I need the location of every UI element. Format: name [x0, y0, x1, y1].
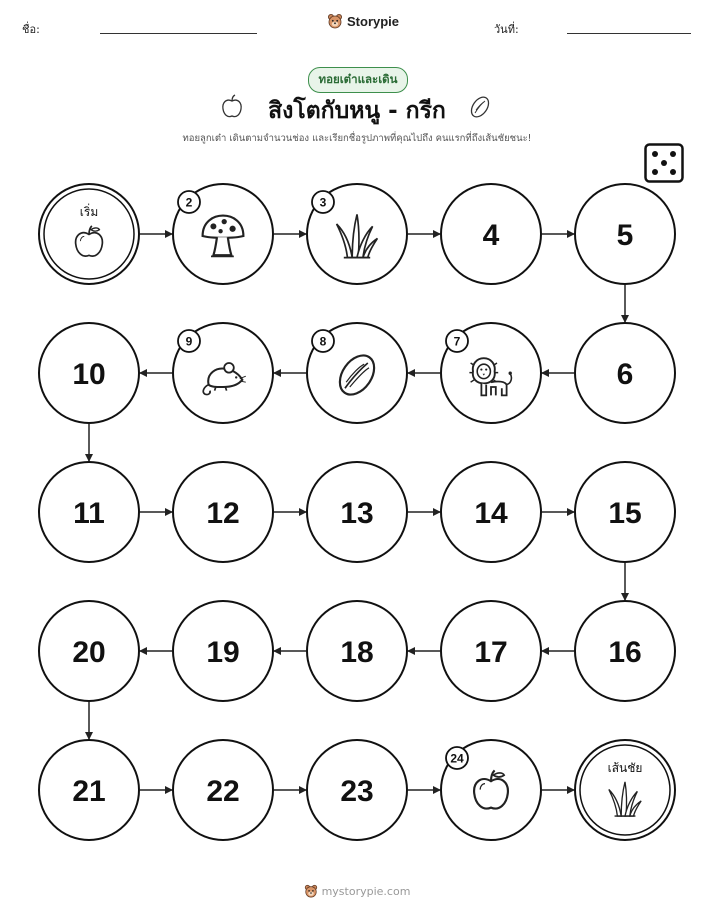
instructions: ทอยลูกเต๋า เดินตามจำนวนช่อง และเรียกชื่อรูปภาพที่คุณไปถึง คนแรกที่ถึงเส้นชัยชนะ!	[182, 133, 532, 144]
storypie-bear-icon	[304, 884, 318, 898]
board-square-4[interactable]	[441, 184, 541, 284]
board-square-6[interactable]	[575, 323, 675, 423]
footer-url: mystorypie.com	[321, 884, 411, 898]
board-square-10[interactable]	[39, 323, 139, 423]
finish-label: เส้นชัย	[607, 761, 643, 775]
name-label: ชื่อ:	[22, 23, 40, 36]
square-number: 10	[72, 358, 106, 391]
board-square-25[interactable]	[575, 740, 675, 840]
square-number: 17	[474, 636, 508, 669]
board-square-2[interactable]	[173, 184, 273, 284]
board-square-14[interactable]	[441, 462, 541, 562]
square-number: 21	[72, 775, 106, 808]
board-square-23[interactable]	[307, 740, 407, 840]
square-number: 12	[206, 497, 240, 530]
board-square-3[interactable]	[307, 184, 407, 284]
square-number: 16	[608, 636, 642, 669]
board-square-7[interactable]	[441, 323, 541, 423]
square-number: 5	[616, 219, 634, 252]
square-number: 19	[206, 636, 240, 669]
square-number: 6	[616, 358, 634, 391]
brand-name: Storypie	[347, 13, 400, 29]
square-number: 24	[450, 751, 464, 766]
board-square-22[interactable]	[173, 740, 273, 840]
board-square-17[interactable]	[441, 601, 541, 701]
board-square-8[interactable]	[307, 323, 407, 423]
board-square-5[interactable]	[575, 184, 675, 284]
board-square-19[interactable]	[173, 601, 273, 701]
square-number: 11	[73, 497, 105, 530]
board-square-15[interactable]	[575, 462, 675, 562]
square-number: 23	[340, 775, 374, 808]
square-number: 13	[340, 497, 374, 530]
square-number: 20	[72, 636, 106, 669]
board-square-20[interactable]	[39, 601, 139, 701]
start-label: เริ่ม	[79, 205, 99, 219]
board-square-21[interactable]	[39, 740, 139, 840]
board-square-13[interactable]	[307, 462, 407, 562]
game-type-badge: ทอยเต๋าและเดิน	[308, 67, 408, 93]
square-number: 2	[185, 195, 193, 210]
board-square-24[interactable]	[441, 740, 541, 840]
board-square-9[interactable]	[173, 323, 273, 423]
square-number: 4	[482, 219, 500, 252]
board-square-16[interactable]	[575, 601, 675, 701]
board-square-1[interactable]	[39, 184, 139, 284]
board-square-18[interactable]	[307, 601, 407, 701]
square-number: 22	[206, 775, 240, 808]
board-square-11[interactable]	[39, 462, 139, 562]
square-number: 8	[319, 334, 327, 349]
board-square-12[interactable]	[173, 462, 273, 562]
square-number: 18	[340, 636, 374, 669]
square-number: 7	[453, 334, 461, 349]
square-number: 14	[474, 497, 508, 530]
square-number: 3	[319, 195, 327, 210]
square-number: 9	[185, 334, 193, 349]
square-number: 15	[608, 497, 642, 530]
date-label: วันที่:	[494, 23, 519, 36]
page-title: สิงโตกับหนู - กรีก	[268, 98, 446, 124]
footer	[0, 884, 714, 898]
